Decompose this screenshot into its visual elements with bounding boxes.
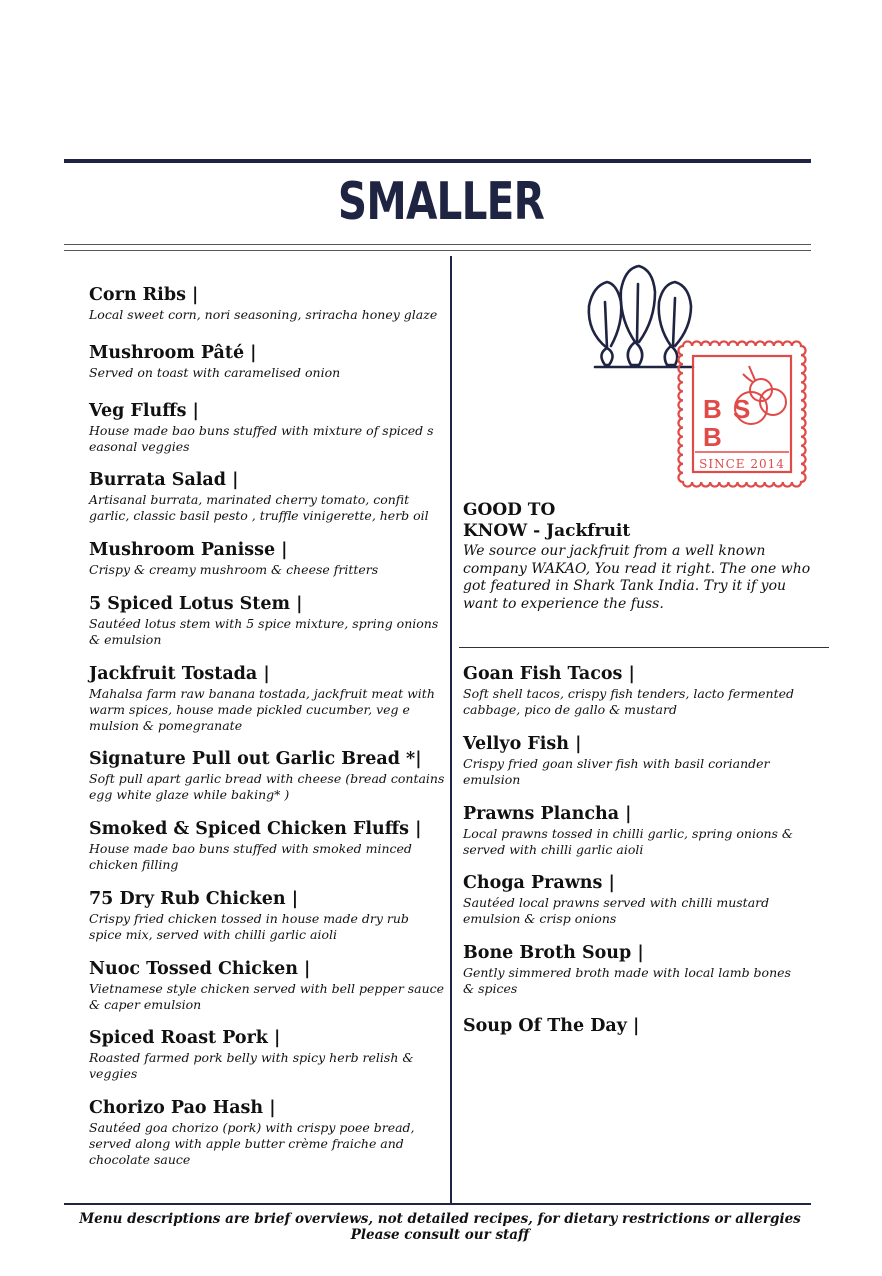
item-name: Soup Of The Day | bbox=[463, 1016, 640, 1036]
menu-item bbox=[89, 470, 445, 524]
menu-item bbox=[89, 819, 445, 873]
vegetables-icon bbox=[589, 266, 693, 367]
item-name: Veg Fluffs | bbox=[89, 401, 199, 421]
top-rule bbox=[64, 159, 811, 163]
title-double-rule-bottom bbox=[64, 250, 811, 251]
item-description: Local sweet corn, nori seasoning, sriracha honey glaze bbox=[89, 307, 438, 322]
item-description: House made bao buns stuffed with mixture of spiced s easonal veggies bbox=[89, 423, 434, 454]
logo-letter-bottom: B bbox=[703, 422, 722, 452]
item-name: Bone Broth Soup | bbox=[463, 943, 644, 963]
item-description: Roasted farmed pork belly with spicy herb relish & veggies bbox=[89, 1050, 414, 1081]
item-name: 75 Dry Rub Chicken | bbox=[89, 889, 299, 909]
item-name: Signature Pull out Garlic Bread *| bbox=[89, 749, 422, 769]
menu-item bbox=[89, 540, 445, 578]
item-name: Choga Prawns | bbox=[463, 873, 615, 893]
note-title-line1: GOOD TO bbox=[463, 500, 556, 520]
item-name: Jackfruit Tostada | bbox=[89, 664, 270, 684]
menu-item bbox=[89, 889, 445, 943]
menu-item bbox=[89, 285, 445, 323]
menu-item bbox=[89, 959, 445, 1013]
logo-letters-top: B S bbox=[703, 394, 753, 424]
item-description: Gently simmered broth made with local lamb bones & spices bbox=[463, 965, 791, 996]
item-description: House made bao buns stuffed with smoked minced chicken filling bbox=[89, 841, 412, 872]
menu-item bbox=[89, 1028, 445, 1082]
menu-item bbox=[463, 664, 803, 718]
item-description: Crispy fried chicken tossed in house made dry rub spice mix, served with chilli garlic aioli bbox=[89, 911, 409, 942]
item-name: Corn Ribs | bbox=[89, 285, 199, 305]
good-to-know-note bbox=[463, 500, 813, 613]
page-title: SMALLER bbox=[337, 172, 545, 232]
item-description: Crispy fried goan sliver fish with basil coriander emulsion bbox=[463, 756, 770, 787]
item-name: Vellyo Fish | bbox=[463, 734, 582, 754]
item-description: Served on toast with caramelised onion bbox=[89, 365, 341, 380]
footer-line2: Please consult our staff bbox=[350, 1227, 530, 1243]
item-description: Artisanal burrata, marinated cherry tomato, confit garlic, classic basil pesto , truffle vinigerette, herb oil bbox=[89, 492, 429, 523]
item-name: Spiced Roast Pork | bbox=[89, 1028, 281, 1048]
note-body: We source our jackfruit from a well known company WAKAO, You read it right. The one who got featured in Shark Tank India. Try it if you want to experience the fuss. bbox=[463, 543, 811, 612]
menu-item bbox=[463, 943, 803, 997]
item-name: Goan Fish Tacos | bbox=[463, 664, 635, 684]
menu-item bbox=[463, 734, 803, 788]
footer-line1: Menu descriptions are brief overviews, not detailed recipes, for dietary restrictions or allergies bbox=[79, 1211, 801, 1227]
menu-item bbox=[89, 594, 445, 648]
menu-item bbox=[463, 804, 803, 858]
item-name: Burrata Salad | bbox=[89, 470, 239, 490]
menu-item bbox=[89, 749, 445, 803]
item-description: Crispy & creamy mushroom & cheese fritters bbox=[89, 562, 379, 577]
item-description: Local prawns tossed in chilli garlic, spring onions & served with chilli garlic aioli bbox=[463, 826, 794, 857]
bsb-logo-stamp bbox=[583, 262, 813, 502]
item-description: Sautéed local prawns served with chilli mustard emulsion & crisp onions bbox=[463, 895, 770, 926]
item-description: Vietnamese style chicken served with bell pepper sauce & caper emulsion bbox=[89, 981, 445, 1012]
item-name: Mushroom Pâté | bbox=[89, 343, 257, 363]
menu-item bbox=[89, 343, 445, 381]
title-double-rule-top bbox=[64, 244, 811, 245]
item-name: 5 Spiced Lotus Stem | bbox=[89, 594, 303, 614]
item-name: Prawns Plancha | bbox=[463, 804, 632, 824]
note-title-line2: KNOW - Jackfruit bbox=[463, 521, 631, 541]
item-description: Soft pull apart garlic bread with cheese (bread contains egg white glaze while baking* ) bbox=[89, 771, 445, 802]
item-name: Nuoc Tossed Chicken | bbox=[89, 959, 311, 979]
footer-disclaimer bbox=[64, 1211, 816, 1243]
item-name: Smoked & Spiced Chicken Fluffs | bbox=[89, 819, 422, 839]
menu-item bbox=[463, 1016, 803, 1037]
item-name: Chorizo Pao Hash | bbox=[89, 1098, 276, 1118]
menu-item bbox=[89, 1098, 445, 1168]
right-section-divider bbox=[459, 647, 829, 648]
bottom-rule bbox=[64, 1203, 811, 1205]
menu-item bbox=[89, 401, 445, 455]
menu-item bbox=[89, 664, 445, 734]
column-divider bbox=[450, 256, 452, 1204]
item-description: Sautéed lotus stem with 5 spice mixture, spring onions & emulsion bbox=[89, 616, 439, 647]
item-description: Mahalsa farm raw banana tostada, jackfruit meat with warm spices, house made pickled cucumber, veg e mulsion & pomegranate bbox=[89, 686, 435, 733]
item-description: Soft shell tacos, crispy fish tenders, lacto fermented cabbage, pico de gallo & mustard bbox=[463, 686, 795, 717]
logo-since: SINCE 2014 bbox=[699, 457, 785, 471]
item-description: Sautéed goa chorizo (pork) with crispy poee bread, served along with apple butter crème fraiche and chocolate sauce bbox=[89, 1120, 415, 1167]
menu-item bbox=[463, 873, 803, 927]
item-name: Mushroom Panisse | bbox=[89, 540, 288, 560]
